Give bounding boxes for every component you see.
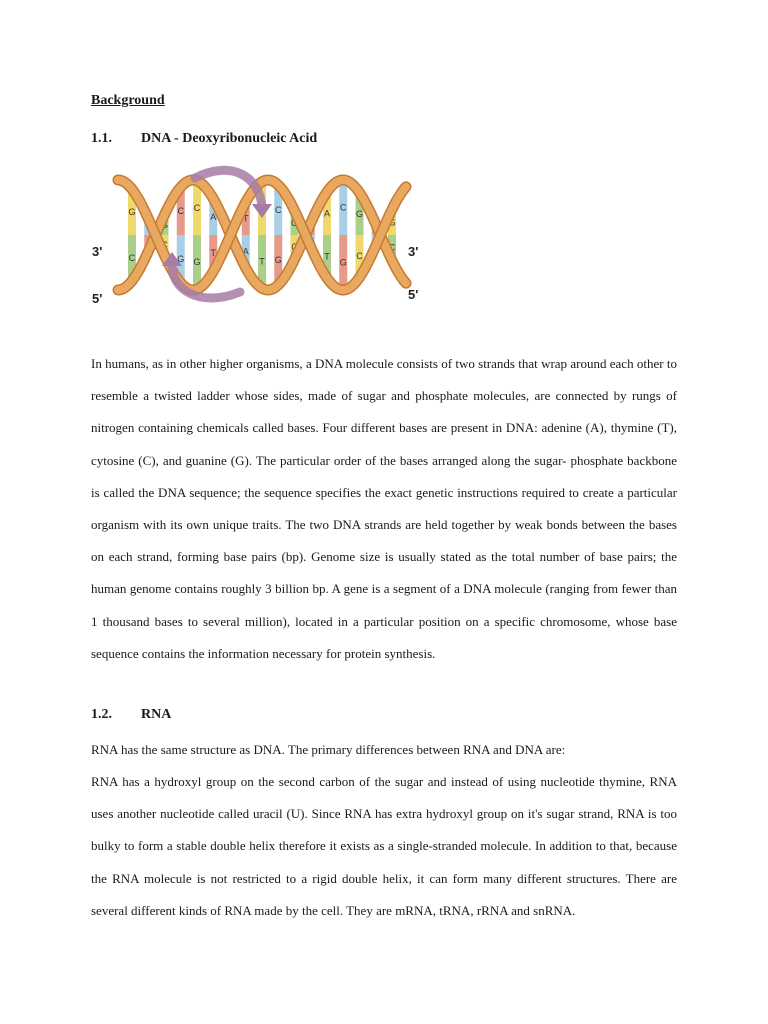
left-bottom-end-label: 5' <box>92 291 103 306</box>
section-1-1-heading <box>91 131 317 147</box>
base-letter: A <box>145 238 152 249</box>
base-letter: C <box>356 251 363 262</box>
base-letter: A <box>242 246 249 257</box>
section-title: RNA <box>141 707 172 722</box>
base-letter: T <box>324 251 330 262</box>
base-letter: C <box>128 252 136 263</box>
base-letter: C <box>275 204 282 215</box>
base-letter: T <box>373 224 379 235</box>
base-letter: T <box>210 248 216 259</box>
base-letter: C <box>161 240 168 251</box>
base-letter: C <box>291 242 298 253</box>
dna-paragraph: In humans, as in other higher organisms, a DNA molecule consists of two strands that wrap around each other to resemble a twisted ladder whose sides, made of sugar and phosphate molecules, are connected by rungs of nitrogen containing chemicals called bases. Four different bases are present in DNA: adenine (A), thymine (T), cytosine (C), and guanine (G). The particular order of the bases arranged along the sugar- phosphate backbone is called the DNA sequence; the sequence specifies the exact genetic instructions required to create a particular organism with its own unique traits. The two DNA strands are held together by weak bonds between the bases on each strand, forming base pairs (bp). Genome size is usually stated as the total number of base pairs; the human genome contains roughly 3 billion bp. A gene is a segment of a DNA molecule (ranging from fewer than 1 thousand bases to several million), located in a particular position on a specific chromosome, whose base sequence contains the information necessary for protein synthesis. <box>91 356 677 661</box>
rotation-arrow-top-head <box>252 204 272 218</box>
base-letter: G <box>307 224 315 235</box>
base-letter: A <box>372 235 379 246</box>
base-letter: G <box>290 217 299 228</box>
section-1-2-heading <box>91 707 171 723</box>
base-letter: G <box>160 219 169 230</box>
rna-intro-line: RNA has the same structure as DNA. The primary differences between RNA and DNA are: <box>91 742 566 757</box>
left-top-end-label: 3' <box>92 244 103 259</box>
dna-double-helix-figure <box>90 160 430 310</box>
base-letter: C <box>388 242 396 253</box>
section-number: 1.1. <box>91 131 112 146</box>
base-letter: A <box>323 208 331 219</box>
base-letter: G <box>355 208 364 219</box>
base-letter: G <box>339 257 347 268</box>
base-letter: G <box>274 255 282 266</box>
right-top-end-label: 3' <box>408 244 419 259</box>
section-title: DNA - Deoxyribonucleic Acid <box>141 131 318 146</box>
base-letter: A <box>210 211 217 222</box>
base-letter: C <box>340 202 347 213</box>
rna-paragraph: RNA has a hydroxyl group on the second carbon of the sugar and instead of using nucleotide thymine, RNA uses another nucleotide called uracil (U). Since RNA has extra hydroxyl group on it's sugar strand, RNA is too bulky to form a stable double helix therefore it exists as a single-stranded molecule. In addition to that, because the RNA molecule is not restricted to a rigid double helix, it can form many different structures. There are several different kinds of RNA made by the cell. They are mRNA, tRNA, rRNA and snRNA. <box>91 774 677 918</box>
section-number: 1.2. <box>91 707 112 722</box>
base-letter: C <box>307 235 314 246</box>
base-letter: T <box>259 256 265 267</box>
base-letter: C <box>177 206 184 217</box>
base-letter: C <box>193 202 201 213</box>
background-heading: Background <box>91 93 165 108</box>
base-letter: G <box>177 253 185 264</box>
right-bottom-end-label: 5' <box>408 287 419 302</box>
base-letter: T <box>145 221 151 232</box>
base-letter: T <box>243 213 249 224</box>
base-letter: G <box>193 257 201 268</box>
base-letter: G <box>388 217 396 228</box>
base-letter: G <box>128 207 136 218</box>
